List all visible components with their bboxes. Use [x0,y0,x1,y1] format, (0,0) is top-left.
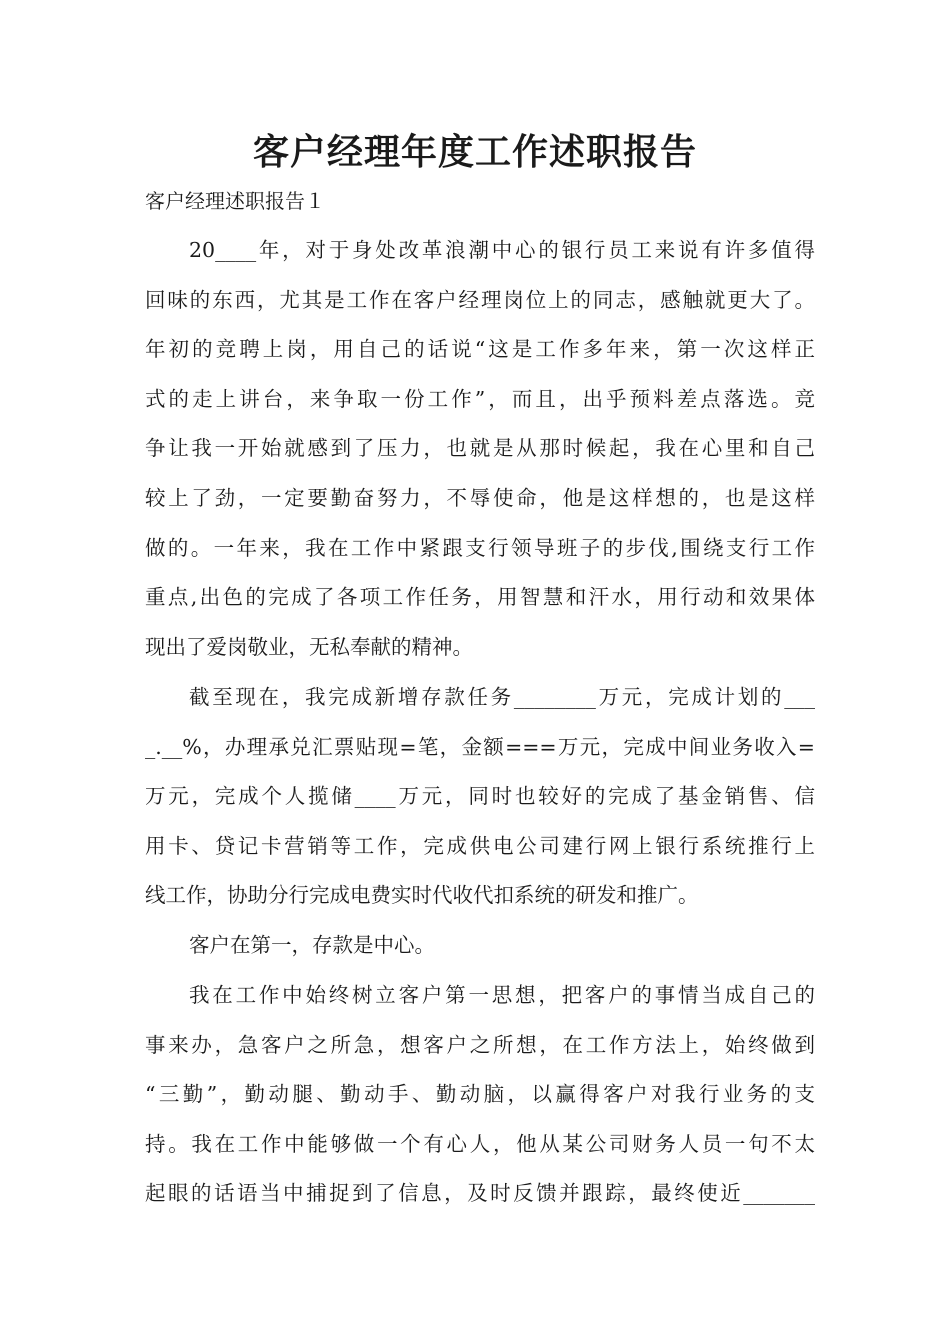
paragraph-line: 持。我在工作中能够做一个有心人，他从某公司财务人员一句不太 [145,1131,815,1156]
paragraph-line: “三勤”，勤动腿、勤动手、勤动脑，以赢得客户对我行业务的支 [145,1082,815,1107]
paragraph-line: 起眼的话语当中捕捉到了信息，及时反馈并跟踪，最终使近_______ [145,1181,815,1206]
paragraph-line: 用卡、贷记卡营销等工作，完成供电公司建行网上银行系统推行上 [145,833,815,858]
document-subtitle: 客户经理述职报告１ [145,189,325,213]
paragraph-line: 现出了爱岗敬业，无私奉献的精神。 [145,634,473,659]
paragraph-line: 我在工作中始终树立客户第一思想，把客户的事情当成自己的 [189,983,815,1007]
paragraph-1 [145,226,815,672]
paragraph-3 [145,921,815,971]
paragraph-2 [145,673,815,921]
document-title: 客户经理年度工作述职报告 [252,131,697,173]
paragraph-line: 线工作，协助分行完成电费实时代收代扣系统的研发和推广。 [145,883,699,908]
paragraph-line: 式的走上讲台，来争取一份工作”，而且，出乎预料差点落选。竞 [145,386,815,411]
paragraph-line: 做的。一年来，我在工作中紧跟支行领导班子的步伐,围绕支行工作 [145,535,815,560]
paragraph-line: 万元，完成个人揽储____万元，同时也较好的完成了基金销售、信 [145,784,815,809]
paragraph-4 [145,971,815,1219]
paragraph-line: 较上了劲，一定要勤奋努力，不辱使命，他是这样想的，也是这样 [145,485,815,510]
paragraph-line: 年初的竞聘上岗，用自己的话说“这是工作多年来，第一次这样正 [145,337,815,362]
paragraph-line: 客户在第一，存款是中心。 [189,933,435,957]
paragraph-line: _.__%，办理承兑汇票贴现=笔，金额===万元，完成中间业务收入= [145,734,815,759]
paragraph-line: 重点,出色的完成了各项工作任务，用智慧和汗水，用行动和效果体 [145,585,815,610]
paragraph-line: 争让我一开始就感到了压力，也就是从那时候起，我在心里和自己 [145,436,815,461]
paragraph-line: 回味的东西，尤其是工作在客户经理岗位上的同志，感触就更大了。 [145,287,815,312]
paragraph-line: 截至现在，我完成新增存款任务________万元，完成计划的___ [189,685,815,709]
paragraph-line: 20____年，对于身处改革浪潮中心的银行员工来说有许多值得 [189,238,815,262]
paragraph-line: 事来办，急客户之所急，想客户之所想，在工作方法上，始终做到 [145,1032,815,1057]
